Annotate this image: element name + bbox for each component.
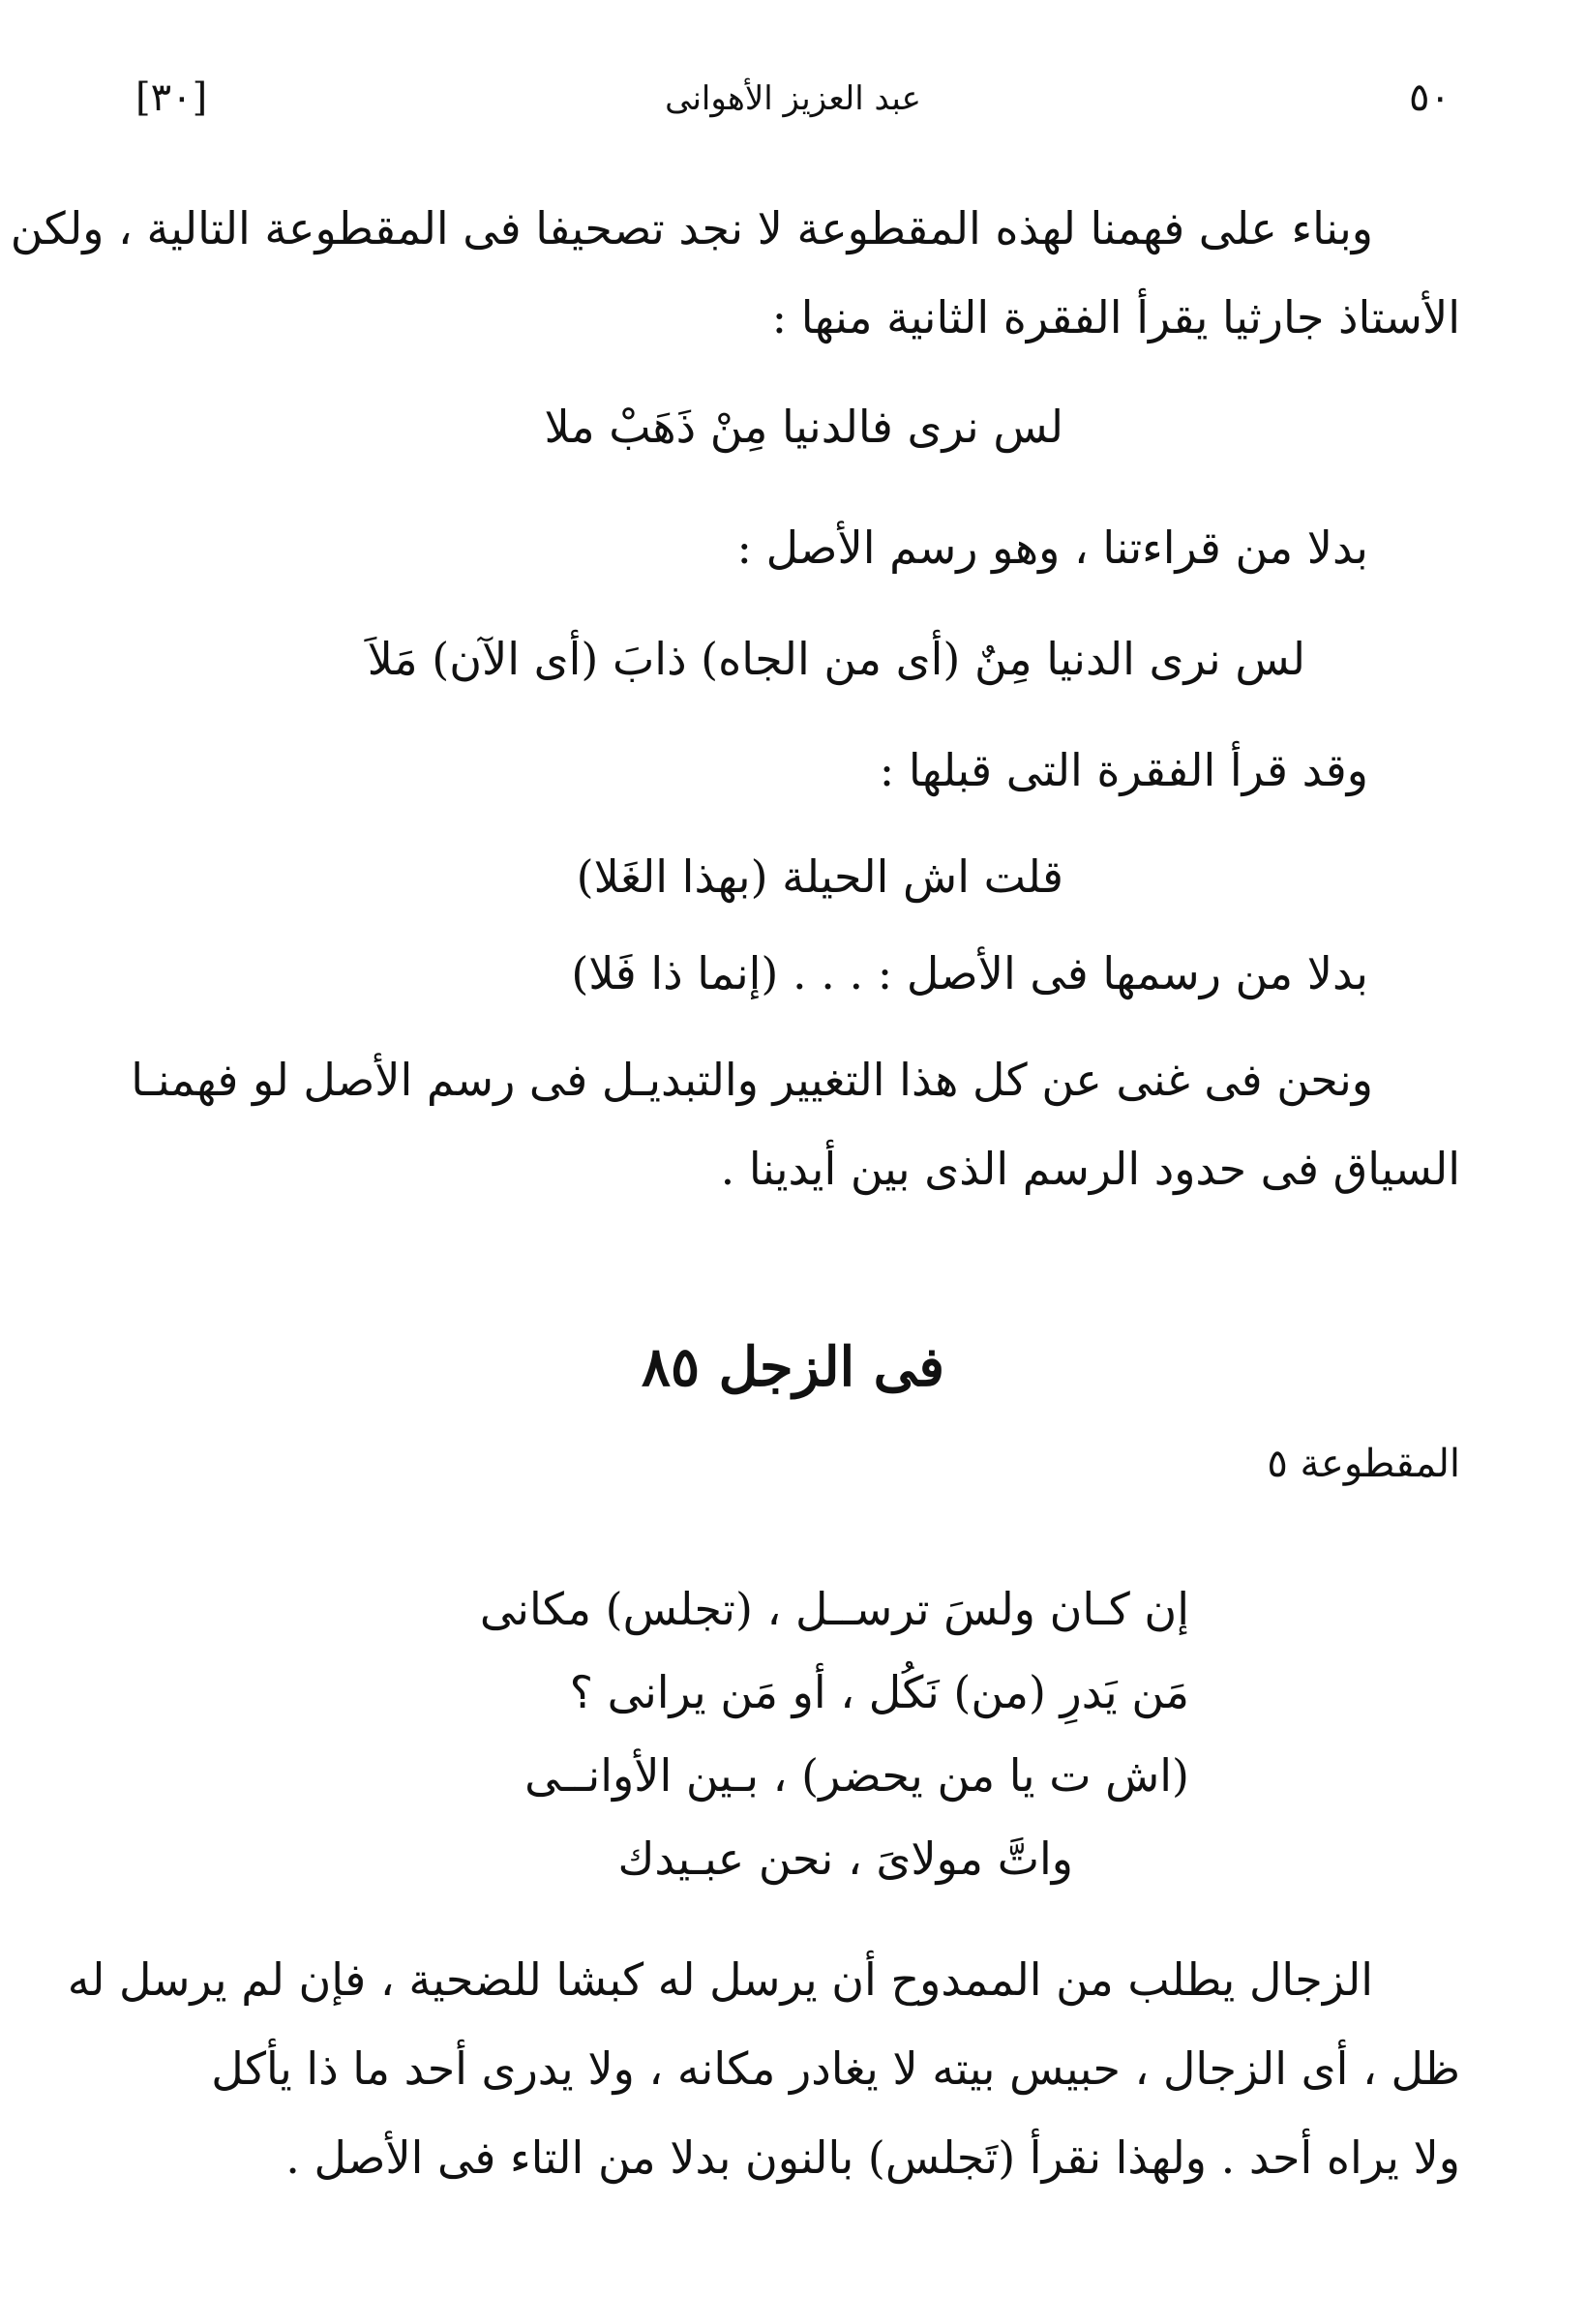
paragraph-2 bbox=[131, 1035, 1460, 1213]
poem bbox=[480, 1567, 1189, 1900]
paragraph-3 bbox=[67, 1935, 1460, 2202]
paragraph-1-line-2: الأستاذ جارثيا يقرأ الفقرة الثانية منها : bbox=[771, 291, 1460, 343]
poem-line: إن كـان ولسَ ترســل ، (تجلس) مكانى bbox=[479, 1583, 1189, 1635]
verse-1: لس نرى فالدنيا مِنْ ذَهَبْ ملا bbox=[544, 401, 1063, 453]
paragraph-3-line-1: الزجال يطلب من الممدوح أن يرسل له كبشا للضحية ، فإن لم يرسل له bbox=[67, 1953, 1373, 2006]
verse-2: لس نرى الدنيا مِنٌ (أى من الجاه) ذابَ (أى الآن) مَلاَ bbox=[367, 633, 1305, 685]
running-title: عبد العزيز الأهوانى bbox=[665, 79, 921, 118]
poem-line: مَن يَدرِ (من) نَكُل ، أو مَن يرانى ؟ bbox=[569, 1666, 1189, 1718]
poem-line: (اش ت يا من يحضر) ، بـين الأوانــى bbox=[524, 1749, 1189, 1802]
original-form-line: بدلا من قراءتنا ، وهو رسم الأصل : bbox=[736, 521, 1368, 574]
section-number: [٣٠] bbox=[135, 75, 208, 120]
paragraph-2-line-2: السياق فى حدود الرسم الذى بين أيدينا . bbox=[720, 1143, 1460, 1195]
page-header bbox=[126, 75, 1460, 134]
paragraph-3-line-2: ظل ، أى الزجال ، حبيس بيته لا يغادر مكانه ، ولا يدرى أحد ما ذا يأكل bbox=[211, 2042, 1460, 2095]
poem-line: واتَّ مولاىَ ، نحن عبـيدك bbox=[617, 1832, 1073, 1885]
paragraph-3-line-3: ولا يراه أحد . ولهذا نقرأ (تَجلس) بالنون بدلا من التاء فى الأصل . bbox=[285, 2131, 1460, 2184]
verse-3: قلت اش الحيلة (بهذا الغَلا) bbox=[576, 850, 1063, 903]
subsection-label: المقطوعة ٥ bbox=[1267, 1442, 1460, 1486]
paragraph-2-line-1: ونحن فى غنى عن كل هذا التغيير والتبديـل فى رسم الأصل لو فهمنـا bbox=[131, 1054, 1373, 1106]
paragraph-1-line-1: وبناء على فهمنا لهذه المقطوعة لا نجد تصحيفا فى المقطوعة التالية ، ولكن bbox=[10, 202, 1373, 254]
section-heading: فى الزجل ٨٥ bbox=[641, 1335, 945, 1399]
paragraph-1 bbox=[10, 184, 1460, 362]
verse-4: بدلا من رسمها فى الأصل : . . . (إنما ذا فَلا) bbox=[571, 947, 1368, 999]
page-number: ٥٠ bbox=[1409, 75, 1451, 120]
preceding-verse-intro: وقد قرأ الفقرة التى قبلها : bbox=[879, 744, 1368, 796]
